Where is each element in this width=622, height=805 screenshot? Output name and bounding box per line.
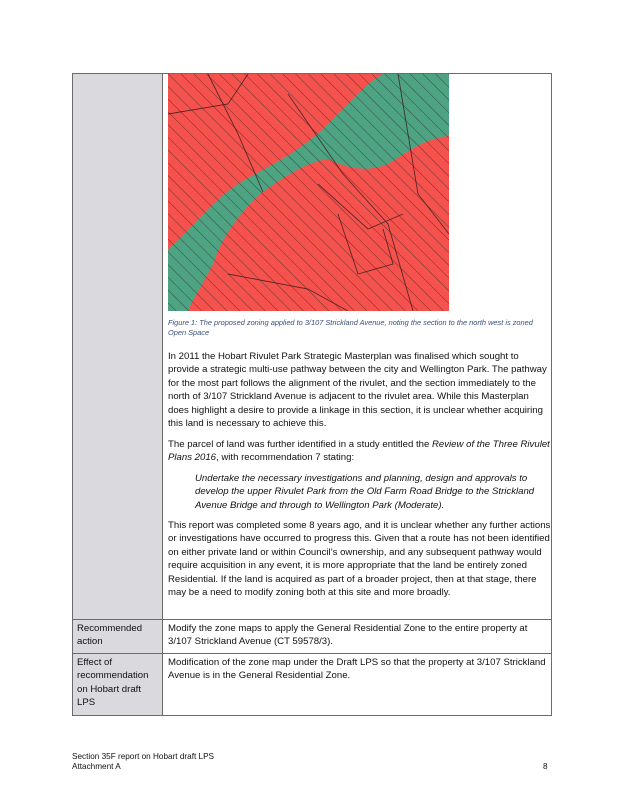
row-label-recommended-action: Recommended action bbox=[77, 623, 143, 648]
zoning-map-figure bbox=[168, 74, 449, 311]
paragraph-conclusion: This report was completed some 8 years ago, and it is unclear whether any further actions or investigations have occurred to progress this. Given that a route has not been identified on either private land or within Council’s ownership, and any subsequent pathway would require acquisition in any event, it is more appropriate that the land be entirely zoned Residential. If the land is acquired as part of a broader project, then at that stage, there may be a need to modify zoning both at this site and more broadly. bbox=[168, 520, 551, 599]
page-number: 8 bbox=[543, 762, 548, 771]
row-text-effect: Modification of the zone map under the Draft LPS so that the property at 3/107 Strickland Avenue is in the General Residential Zone. bbox=[168, 657, 546, 682]
row-text-recommended-action: Modify the zone maps to apply the General Residential Zone to the entire property at 3/107 Strickland Avenue (CT 59578/3). bbox=[168, 623, 528, 648]
row-divider bbox=[73, 619, 551, 620]
footer-report-title: Section 35F report on Hobart draft LPS bbox=[72, 752, 214, 761]
figure-caption: Figure 1: The proposed zoning applied to 3/107 Strickland Avenue, noting the section to the north west is zoned Open Space bbox=[168, 318, 533, 337]
recommendation-quote: Undertake the necessary investigations and planning, design and approvals to develop the upper Rivulet Park from the Old Farm Road Bridge to the Strickland Avenue Bridge and through to Wellington Park (Moderate). bbox=[195, 473, 535, 511]
footer-attachment: Attachment A bbox=[72, 762, 121, 771]
hatch-overlay bbox=[168, 74, 449, 311]
review-title: Review of the Three Rivulet Plans 2016 bbox=[168, 439, 550, 464]
paragraph-review: The parcel of land was further identified in a study entitled the Review of the Three Rivulet Plans 2016, with recommendation 7 stating: bbox=[168, 439, 550, 464]
row-label-effect: Effect of recommendation on Hobart draft LPS bbox=[77, 657, 149, 709]
page-footer bbox=[72, 752, 214, 772]
row-divider bbox=[73, 653, 551, 654]
paragraph-masterplan: In 2011 the Hobart Rivulet Park Strategic Masterplan was finalised which sought to provide a strategic multi-use pathway between the city and Wellington Park. The pathway for the most part follows the alignment of the rivulet, and the section immediately to the north of 3/107 Strickland Avenue is adjacent to the rivulet area. While this Masterplan does highlight a desire to provide a linkage in this section, it is unclear whether acquiring this land is necessary to achieve this. bbox=[168, 351, 547, 430]
report-table bbox=[72, 73, 552, 716]
